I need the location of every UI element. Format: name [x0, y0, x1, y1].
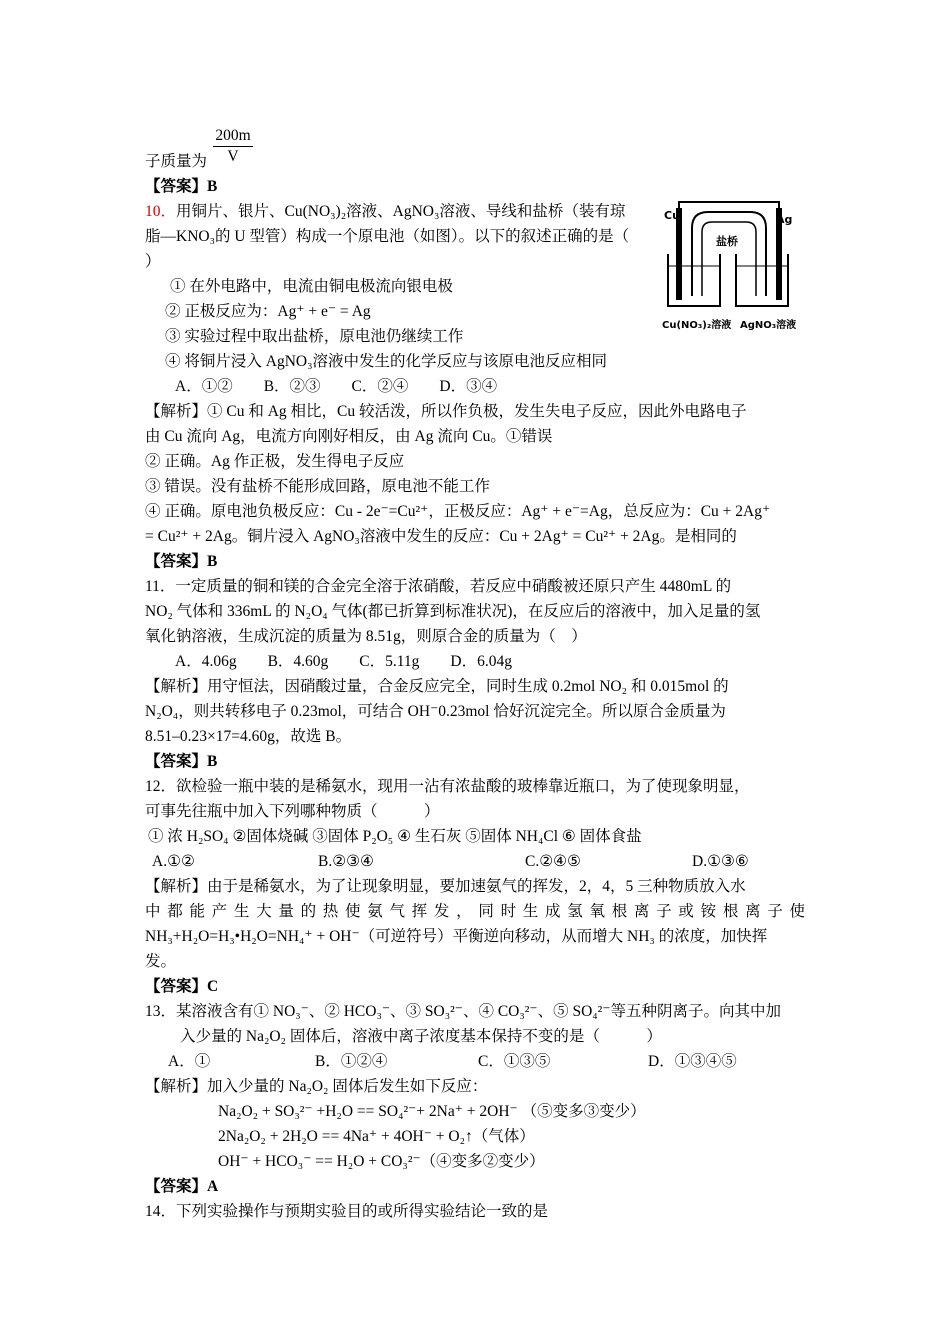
q13-choice-b: B．①②④ [315, 1053, 388, 1070]
q12-analysis-1: 【解析】由于是稀氨水，为了让现象明显，要加速氨气的挥发，2，4，5 三种物质放入水 [145, 878, 746, 895]
q10-line-1 [145, 202, 625, 222]
q11-analysis-2: N₂O₄，则共转移电子 0.23mol，可结合 OH⁻0.23mol 恰好沉淀完全。所以原合金质量为 [145, 703, 726, 720]
diagram-label-salt-bridge: 盐桥 [716, 235, 738, 248]
prev-question-tail: 子质量为 [145, 153, 208, 170]
wire [679, 202, 779, 208]
q14-line-1: 14．下列实验操作与预期实验目的或所得实验结论一致的是 [145, 1203, 549, 1220]
fraction-denominator: V [227, 148, 239, 165]
q10-option-4: ④ 将铜片浸入 AgNO₃溶液中发生的化学反应与该原电池反应相同 [165, 353, 607, 370]
q10-option-3: ③ 实验过程中取出盐桥，原电池仍继续工作 [165, 328, 464, 345]
q12-choice-c: C.②④⑤ [525, 853, 581, 870]
q12-choice-b: B.②③④ [318, 853, 374, 870]
q12-choice-a: A.①② [152, 853, 195, 870]
answer-9: 【答案】B [145, 178, 218, 195]
q13-equation-3: OH⁻ + HCO₃⁻ == H₂O + CO₃²⁻（④变多②变少） [218, 1153, 545, 1170]
q13-analysis-1: 【解析】加入少量的 Na₂O₂ 固体后发生如下反应： [145, 1078, 488, 1095]
left-beaker [668, 254, 720, 306]
q10-analysis-1: 【解析】① Cu 和 Ag 相比，Cu 较活泼，所以作负极，发生失电子反应，因此外电路电子 [145, 403, 747, 420]
q12-line-1: 12．欲检验一瓶中装的是稀氨水，现用一沾有浓盐酸的玻棒靠近瓶口，为了使现象明显， [145, 778, 750, 795]
q10-analysis-5: ④ 正确。原电池负极反应：Cu - 2e⁻=Cu²⁺，正极反应：Ag⁺ + e⁻=Ag，总反应为：Cu + 2Ag⁺ [145, 503, 771, 520]
q12-analysis-4: 发。 [145, 953, 177, 970]
q11-line-2: NO₂ 气体和 336mL 的 N₂O₄ 气体(都已折算到标准状况)，在反应后的溶液中，加入足量的氢 [145, 603, 761, 620]
q11-analysis-1: 【解析】用守恒法，因硝酸过量，合金反应完全，同时生成 0.2mol NO₂ 和 0.015mol 的 [145, 678, 729, 695]
q12-choice-d: D.①③⑥ [692, 853, 749, 870]
diagram-label-cu: Cu [664, 209, 680, 222]
q13-choice-d: D．①③④⑤ [648, 1053, 737, 1070]
q10-option-1: ① 在外电路中，电流由铜电极流向银电极 [170, 278, 453, 295]
diagram-label-ag: Ag [776, 213, 793, 226]
q10-analysis-3: ② 正确。Ag 作正极，发生得电子反应 [145, 453, 405, 470]
q10-number: 10． [145, 203, 177, 220]
q10-option-2: ② 正极反应为：Ag⁺ + e⁻ = Ag [165, 303, 371, 320]
answer-10: 【答案】B [145, 553, 218, 570]
q12-analysis-3: NH₃+H₂O=H₃•H₂O=NH₄⁺ + OH⁻（可逆符号）平衡逆向移动，从而增大 NH₃ 的浓度，加快挥 [145, 928, 768, 945]
q10-analysis-6: = Cu²⁺ + 2Ag。铜片浸入 AgNO₃溶液中发生的反应：Cu + 2Ag⁺ = Cu²⁺ + 2Ag。是相同的 [145, 528, 737, 545]
fraction-bar [213, 146, 253, 147]
q12-options: ① 浓 H₂SO₄ ②固体烧碱 ③固体 P₂O₅ ④ 生石灰 ⑤固体 NH₄Cl ⑥ 固体食盐 [148, 828, 642, 845]
q13-line-1: 13．某溶液含有① NO₃⁻、② HCO₃⁻、③ SO₃²⁻、④ CO₃²⁻、⑤ SO₄²⁻等五种阴离子。向其中加 [145, 1003, 782, 1020]
q10-analysis-4: ③ 错误。没有盐桥不能形成回路，原电池不能工作 [145, 478, 490, 495]
answer-13: 【答案】A [145, 1178, 219, 1195]
q13-line-2: 入少量的 Na₂O₂ 固体后，溶液中离子浓度基本保持不变的是（ ） [180, 1028, 662, 1045]
q10-analysis-2: 由 Cu 流向 Ag，电流方向刚好相反，由 Ag 流向 Cu。①错误 [145, 428, 553, 445]
q10-line-2: 脂—KNO₃的 U 型管）构成一个原电池（如图）。以下的叙述正确的是（ [145, 228, 630, 245]
q13-choice-c: C．①③⑤ [478, 1053, 551, 1070]
q10-line-1-text: 用铜片、银片、Cu(NO₃)₂溶液、AgNO₃溶液、导线和盐桥（装有琼 [176, 203, 626, 220]
answer-11: 【答案】B [145, 753, 218, 770]
q10-line-3: ） [145, 253, 161, 270]
q11-analysis-3: 8.51–0.23×17=4.60g，故选 B。 [145, 728, 352, 745]
q13-equation-2: 2Na₂O₂ + 2H₂O == 4Na⁺ + 4OH⁻ + O₂↑（气体） [218, 1128, 535, 1145]
salt-bridge [692, 212, 766, 296]
fraction-numerator: 200m [215, 127, 251, 144]
q10-choices: A．①② B．②③ C．②④ D．③④ [175, 378, 498, 395]
q11-line-3: 氧化钠溶液，生成沉淀的质量为 8.51g，则原合金的质量为（ ） [145, 628, 587, 645]
q12-analysis-2: 中都能产生大量的热使氨气挥发，同时生成氢氧根离子或铵根离子使 [145, 903, 805, 920]
q11-choices: A．4.06g B．4.60g C．5.11g D．6.04g [175, 653, 512, 670]
answer-12: 【答案】C [145, 978, 219, 995]
q13-choice-a: A．① [168, 1053, 211, 1070]
diagram-label-right-solution: AgNO₃溶液 [740, 320, 797, 331]
diagram-label-left-solution: Cu(NO₃)₂溶液 [662, 320, 732, 331]
q13-equation-1: Na₂O₂ + SO₃²⁻ +H₂O == SO₄²⁻+ 2Na⁺ + 2OH⁻ （⑤变多③变少） [218, 1103, 646, 1120]
q12-line-2: 可事先往瓶中加入下列哪种物质（ ） [145, 803, 440, 820]
q11-line-1: 11．一定质量的铜和镁的合金完全溶于浓硝酸，若反应中硝酸被还原只产生 4480mL 的 [145, 578, 732, 595]
